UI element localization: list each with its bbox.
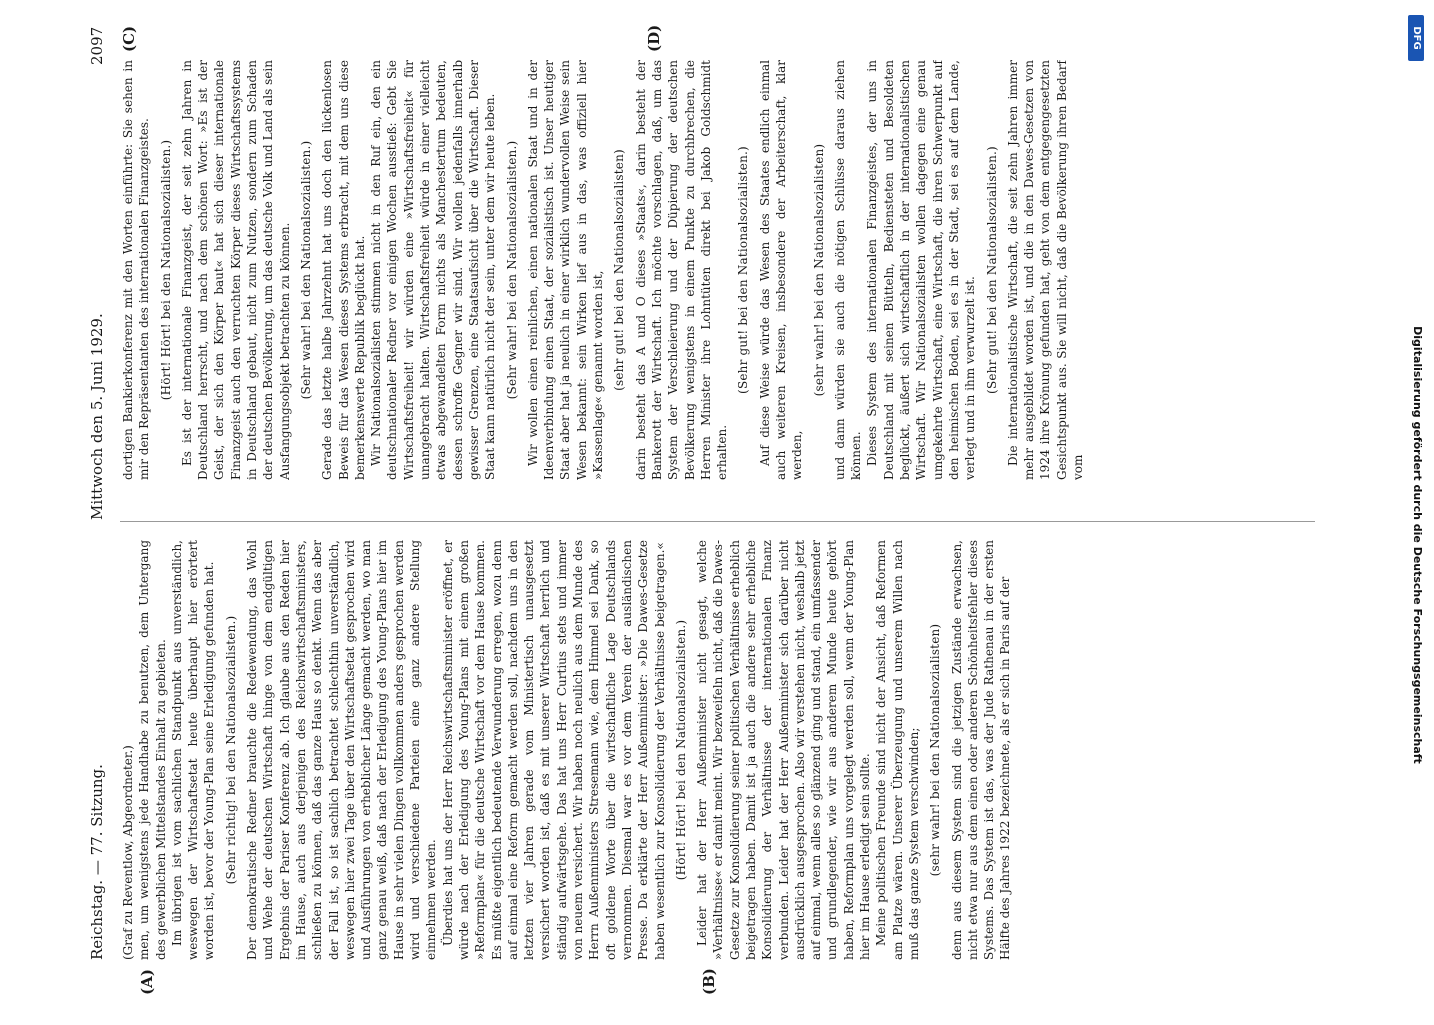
interjection: (Sehr gut! bei den Nationalsozialisten.) xyxy=(736,146,751,394)
paragraph: denn aus diesem System sind die jetzigen Zustände erwachsen, nicht etwa nur aus dem einen oder anderen Schönheitsfehler dieses Systems. Das System ist das, was der Jude Rathenau in der ersten Hälfte des Jahres 1922 bezeichnete, als er sich in Paris auf der xyxy=(949,540,1013,960)
header-date: Mittwoch den 5. Juni 1929. xyxy=(88,313,106,520)
interjection: (Sehr wahr! bei den Nationalsozialisten.) xyxy=(504,140,519,400)
dfg-logo xyxy=(1408,15,1424,61)
interjection: (sehr wahr! bei den Nationalsozialisten) xyxy=(811,143,826,397)
interjection: (Sehr gut! bei den Nationalsozialisten.) xyxy=(984,146,999,394)
paragraph: Gerade das letzte halbe Jahrzehnt hat uns doch den lückenlosen Beweis für das Wesen dieses Systems erbracht, mit dem uns diese bemerkenswerte Republik beglückt hat. xyxy=(320,60,367,480)
paragraph: Überdies hat uns der Herr Reichswirtschaftsminister eröffnet, er würde nach der Erledigung des Young-Plans mit einem großen »Reformplan« für die deutsche Wirtschaft vor dem Hause kommen. Es müßte eigentlich bedeutende Verwunderung erregen, wozu denn auf einmal eine Reform gemacht werden soll, nachdem uns in den letzten vier Jahren gerade vom Ministertisch unausgesetzt versichert worden ist, daß es mit unserer Wirtschaft herrlich und ständig aufwärtsgehe. Das hat uns Herr Curtius stets und immer von neuem versichert. Wir haben noch neulich aus dem Munde des Herrn Außenministers Stresemann wie, dem Himmel sei Dank, so oft goldene Worte über die wirtschaftliche Lage Deutschlands vernommen. Diesmal war es vor dem Verein der ausländischen Presse. Da erklärte der Herr Außenminister: »Die Dawes-Gesetze haben wesentlich zur Konsolidierung der Verhältnisse beigetragen.« xyxy=(440,540,667,960)
paragraph: Es ist der internationale Finanzgeist, der seit zehn Jahren in Deutschland herrscht, und nach dem schönen Wort: »Es ist der Geist, der sich den Körper baut« hat sich dieser internationale Finanzgeist auch den verruchten Körper dieses Wirtschaftssystems in Deutschland gebaut, nicht zum Nutzen, sondern zum Schaden der deutschen Bevölkerung, um das deutsche Volk und Land als sein Ausfangungsobjekt betrachten zu können. xyxy=(179,60,292,480)
interjection: (Hört! Hört! bei den Nationalsozialisten.) xyxy=(673,619,688,881)
header-left: Reichstag. — 77. Sitzung. xyxy=(88,764,106,960)
paragraph: Wir wollen einen reinlichen, einen nationalen Staat und in der Ideenverbindung einen Staat, der sozialistisch ist. Unser heutiger Staat aber hat ja neulich in einer wirklich wundervollen Weise sein Wesen bekannt: sein Wirken lief aus in das, was offiziell hier »Kassenlage« genannt worden ist, xyxy=(525,60,606,480)
left-column xyxy=(120,540,1315,960)
paragraph: darin besteht das A und O dieses »Staats«, darin besteht der Bankerott der Wirtschaft. Ich möchte vorschlagen, daß, um das System der Verschleierung und der Düpierung der deutschen Bevölkerung wenigstens in einem Punkte zu durchbrechen, die Herren Minister ihre Lohntüten direkt bei Jakob Goldschmidt erhalten. xyxy=(633,60,730,480)
running-header xyxy=(80,0,114,1000)
column-divider xyxy=(120,521,1315,522)
page-number: 2097 xyxy=(88,26,106,65)
interjection: (sehr wahr! bei den Nationalsozialisten) xyxy=(928,623,943,877)
paragraph: Die internationalistische Wirtschaft, die seit zehn Jahren immer mehr ausgebildet worden ist, und die in den Dawes-Gesetzen von 1924 ihre Krönung gefunden hat, geht von dem entgegengesetzten Gesichtspunkt aus. Sie will nicht, daß die Bevölkerung ihren Bedarf vom xyxy=(1005,60,1086,480)
margin-mark-b: (B) xyxy=(700,968,718,995)
right-column xyxy=(120,60,1315,480)
paragraph: (Graf zu Reventlow, Abgeordneter.) xyxy=(121,745,135,960)
margin-mark-d: (D) xyxy=(645,24,663,52)
dfg-watermark xyxy=(1400,15,1434,985)
paragraph: dortigen Bankierkonferenz mit den Worten einführte: Sie sehen in mir den Repräsentanten des internationalen Finanzgeistes. xyxy=(121,60,152,480)
paragraph: Dieses System des internationalen Finanzgeistes, der uns in Deutschland mit seinen Bütteln, Bediensteten und Besoldeten beglückt, äußert sich wirtschaftlich in der internationalistischen Wirtschaft. Wir Nationalsozialisten wollen dagegen eine genau umgekehrte Wirtschaft, eine Wirtschaft, die ihren Schwerpunkt auf den heimischen Boden, sei es in der Stadt, sei es auf dem Lande, verlegt und in ihm verwurzelt ist. xyxy=(865,60,978,480)
paragraph: Auf diese Weise würde das Wesen des Staates endlich einmal auch weiteren Kreisen, insbesondere der Arbeiterschaft, klar werden, xyxy=(757,60,805,480)
paragraph: Im übrigen ist vom sachlichen Standpunkt aus unverständlich, weswegen der Wirtschaftsetat heute überhaupt hier erörtert worden ist, bevor der Young-Plan seine Erledigung gefunden hat. xyxy=(169,540,217,960)
paragraph: Meine politischen Freunde sind nicht der Ansicht, daß Reformen am Platze wären. Unserer Überzeugung und unserem Willen nach muß das ganze System verschwinden; xyxy=(874,540,921,960)
paragraph: Leider hat der Herr Außenminister nicht gesagt, welche »Verhältnisse« er damit meint. Wir bezweifeln nicht, daß die Dawes-Gesetze zur Konsolidierung seiner politischen Verhältnisse erheblich beigetragen haben. Damit ist ja auch die andere sehr erhebliche Konsolidierung der Verhältnisse der internationalen Finanz verbunden. Leider hat der Herr Außenminister sich darüber nicht ausdrücklich ausgesprochen. Also wir verstehen nicht, weshalb jetzt auf einmal, wenn alles so glänzend ging und stand, ein umfassender und grundlegender, wie wir aus anderem Munde heute gehört haben, Reformplan uns vorgelegt werden soll, wenn der Young-Plan hier im Hause erledigt sein sollte. xyxy=(695,540,873,960)
interjection: (sehr gut! bei den Nationalsozialisten) xyxy=(612,149,627,391)
rotated-page xyxy=(80,0,1325,1000)
margin-mark-a: (A) xyxy=(138,969,156,995)
interjection: (Sehr richtig! bei den Nationalsozialisten.) xyxy=(223,615,238,885)
dfg-watermark-text: Digitalisierung gefördert durch die Deutsche Forschungsgemeinschaft xyxy=(1411,326,1424,764)
paragraph: Der demokratische Redner brauchte die Redewendung, das Wohl und Wehe der deutschen Wirtschaft hinge von dem endgültigen Ergebnis der Pariser Konferenz ab. Ich glaube aus den Reden hier im Hause, auch aus derjenigen des Reichswirtschaftsministers, schließen zu können, daß das ganze Haus so denkt. Wenn das aber der Fall ist, so ist sachlich betrachtet schlechthin unverständlich, weswegen hier zwei Tage über den Wirtschaftsetat gesprochen wird und Ausführungen von erheblicher Länge gemacht werden, wo man ganz genau weiß, daß nach der Erledigung des Young-Plans hier im Hause in sehr vielen Dingen vollkommen anders gesprochen werden wird und verschiedene Parteien eine ganz andere Stellung einnehmen werden. xyxy=(245,540,439,960)
interjection: (Sehr wahr! bei den Nationalsozialisten.) xyxy=(298,140,313,400)
paragraph: Wir Nationalsozialisten stimmen nicht in den Ruf ein, den ein deutschnationaler Redner vor einigen Wochen ausstieß: Gebt Sie Wirtschaftsfreiheit! wir würden eine »Wirtschaftsfreiheit« für unangebracht halten. Wirtschaftsfreiheit würde in einer vielleicht etwas abgewandelten Form nichts als Manchestertum bedeuten, dessen schroffe Gegner wir sind. Wir wollen jedenfalls innerhalb gewisser Grenzen, eine Staatsaufsicht über die Wirtschaft. Dieser Staat kann natürlich nicht der sein, unter dem wir heute leben. xyxy=(369,60,498,480)
interjection: (Hört! Hört! bei den Nationalsozialisten.) xyxy=(158,139,173,401)
dfg-logo-text: DFG xyxy=(1411,26,1422,50)
margin-mark-c: (C) xyxy=(120,25,138,52)
paragraph: men, um wenigstens jede Handhabe zu benutzen, dem Untergang des gewerblichen Mittelstandes Einhalt zu gebieten. xyxy=(137,540,168,960)
paragraph: und dann würden sie auch die nötigen Schlüsse daraus ziehen können. xyxy=(832,60,864,480)
